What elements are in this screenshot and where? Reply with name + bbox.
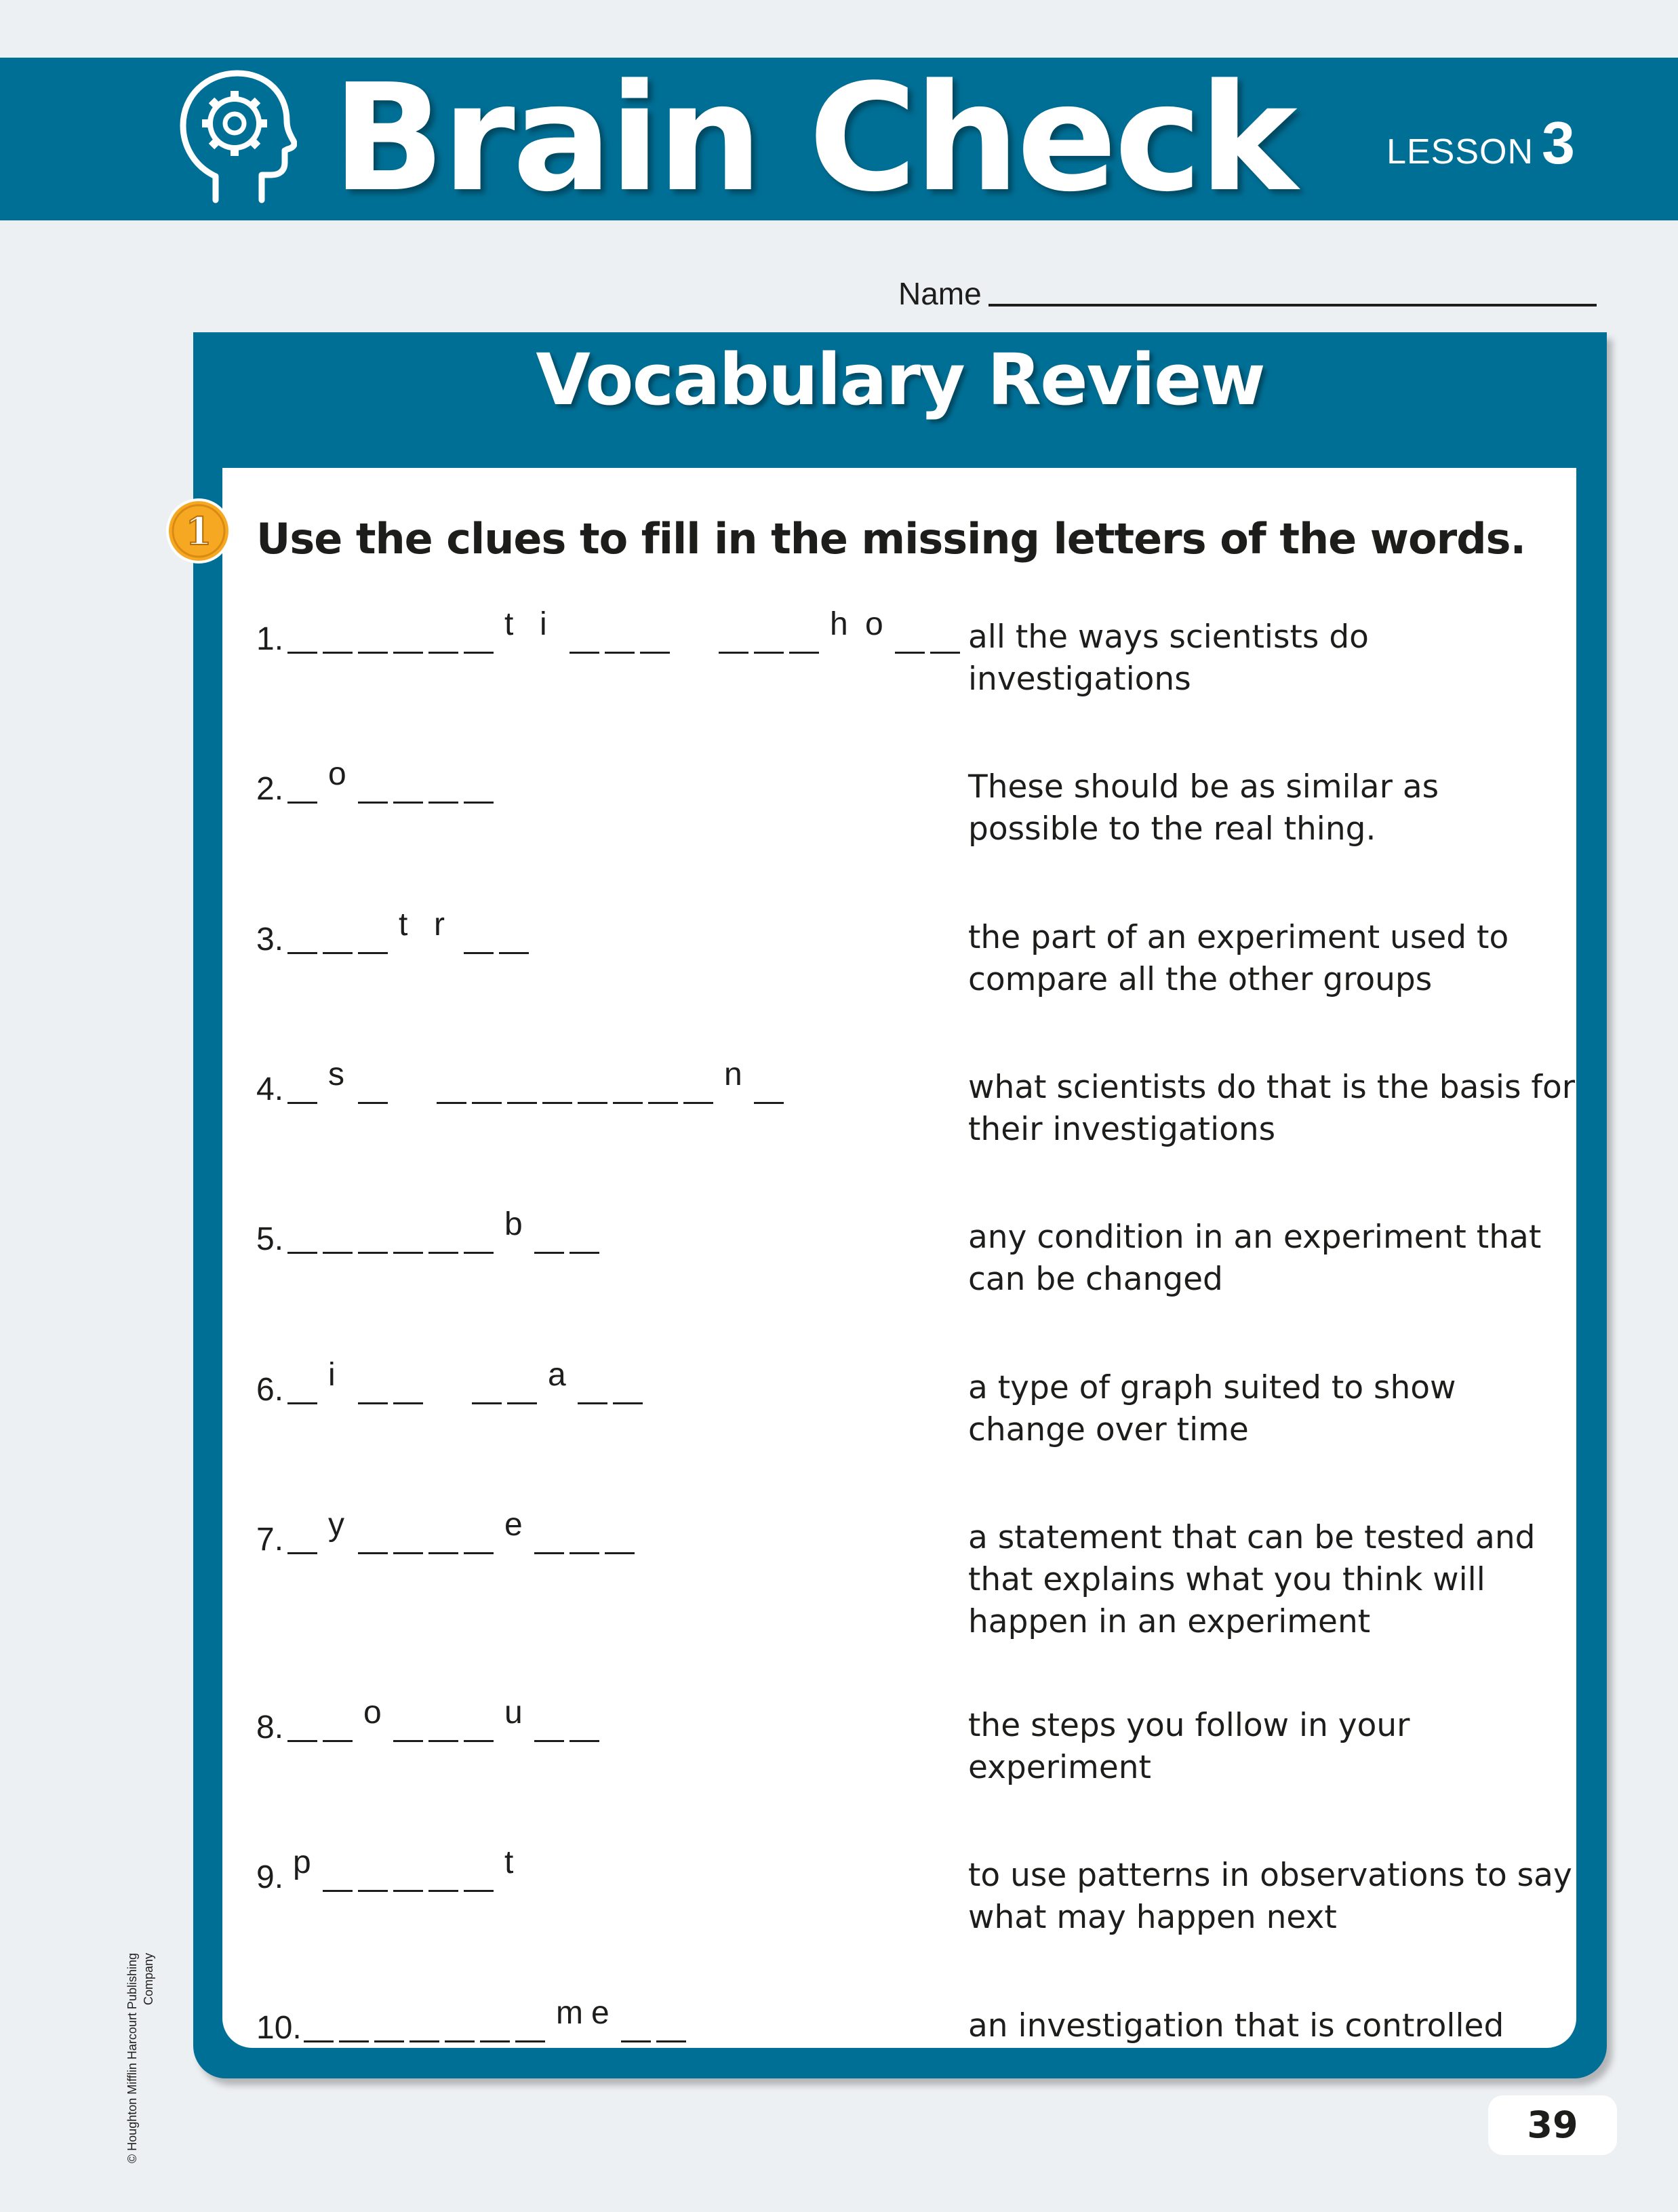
given-letter: n [724,1056,742,1092]
given-letter: h [830,606,848,642]
item-clue: what scientists do that is the basis for their investigations [968,1069,1576,1148]
lesson-text: LESSON [1386,132,1534,172]
letter-blank[interactable] [613,1102,643,1104]
vocabulary-item [0,1187,1678,1322]
letter-blank[interactable] [464,652,494,654]
section-title: Vocabulary Review [536,338,1264,421]
letter-blank[interactable] [895,652,925,654]
letter-blank[interactable] [534,1740,564,1742]
letter-blank[interactable] [358,1402,388,1404]
letter-blank[interactable] [613,1402,643,1404]
given-letter: t [504,1844,514,1880]
item-clue: a statement that can be tested and that explains what you think will happen in an experiment [968,1519,1536,1640]
letter-blank[interactable] [339,2040,369,2042]
letter-blank[interactable] [472,1402,502,1404]
letter-blank[interactable] [472,1102,502,1104]
vocabulary-item [0,1487,1678,1640]
letter-blank[interactable] [428,1252,458,1254]
item-number: 1. [256,621,284,657]
item-clue: any condition in an experiment that can be changed [968,1219,1542,1298]
item-number: 7. [256,1522,284,1558]
letter-blank[interactable] [428,1740,458,1742]
letter-blank[interactable] [358,652,388,654]
letter-blank[interactable] [428,652,458,654]
given-letter: y [328,1507,344,1543]
lesson-label [1386,108,1575,178]
letter-blank[interactable] [578,1402,607,1404]
item-clue: to use patterns in observations to say what may happen next [968,1857,1572,1936]
given-letter: i [540,606,547,642]
word-blank[interactable] [256,587,934,661]
letter-blank[interactable] [640,652,670,654]
letter-blank[interactable] [605,1552,635,1554]
letter-blank[interactable] [287,802,317,804]
letter-blank[interactable] [323,652,353,654]
item-number: 9. [256,1859,284,1895]
letter-blank[interactable] [507,1102,537,1104]
letter-blank[interactable] [534,1252,564,1254]
item-number: 2. [256,771,284,807]
letter-blank[interactable] [323,1740,353,1742]
name-line[interactable] [988,304,1597,307]
word-blank[interactable] [256,1187,934,1261]
given-letter: r [434,907,445,943]
item-clue: an investigation that is controlled [968,2007,1504,2045]
word-blank[interactable] [256,736,934,811]
letter-blank[interactable] [464,1740,494,1742]
name-label: Name [898,276,982,311]
given-letter: o [865,606,883,642]
step-number-badge [165,497,233,565]
letter-blank[interactable] [393,802,423,804]
word-blank[interactable] [256,1487,934,1562]
word-blank[interactable] [256,887,934,962]
letter-blank[interactable] [428,1552,458,1554]
letter-blank[interactable] [754,652,784,654]
letter-blank[interactable] [570,652,599,654]
letter-blank[interactable] [570,1252,599,1254]
vocabulary-item [0,1975,1678,2111]
letter-blank[interactable] [287,652,317,654]
vocabulary-item [0,1825,1678,1960]
letter-blank[interactable] [358,1102,388,1104]
letter-blank[interactable] [287,1252,317,1254]
letter-blank[interactable] [515,2040,545,2042]
given-letter: s [328,1056,344,1092]
item-number: 5. [256,1221,284,1257]
letter-blank[interactable] [287,952,317,954]
letter-blank[interactable] [534,1552,564,1554]
letter-blank[interactable] [437,1102,466,1104]
letter-blank[interactable] [464,802,494,804]
letter-blank[interactable] [358,802,388,804]
item-clue: all the ways scientists do investigations [968,618,1369,698]
word-blank[interactable] [256,1337,934,1412]
vocabulary-item [0,1337,1678,1473]
letter-blank[interactable] [542,1102,572,1104]
letter-blank[interactable] [754,1102,784,1104]
given-letter: e [504,1507,523,1543]
name-field[interactable] [898,271,1597,312]
vocabulary-item [0,587,1678,722]
letter-blank[interactable] [428,1890,458,1892]
page-number-box [1488,2095,1617,2155]
letter-blank[interactable] [605,652,635,654]
letter-blank[interactable] [464,1252,494,1254]
letter-blank[interactable] [648,1102,678,1104]
letter-blank[interactable] [358,1552,388,1554]
given-letter: o [328,756,346,792]
given-letter: p [293,1844,311,1880]
letter-blank[interactable] [464,1552,494,1554]
letter-blank[interactable] [683,1102,713,1104]
letter-blank[interactable] [464,952,494,954]
item-clue: These should be as similar as possible to the real thing. [968,768,1439,848]
letter-blank[interactable] [570,1740,599,1742]
item-number: 4. [256,1071,284,1107]
letter-blank[interactable] [393,1890,423,1892]
letter-blank[interactable] [393,1252,423,1254]
letter-blank[interactable] [323,1890,353,1892]
page-number: 39 [1527,2104,1578,2146]
item-clue: the steps you follow in your experiment [968,1707,1410,1786]
item-clue: a type of graph suited to show change over time [968,1369,1456,1448]
letter-blank[interactable] [570,1552,599,1554]
letter-blank[interactable] [393,1740,423,1742]
given-letter: u [504,1695,523,1731]
given-letter: a [548,1357,566,1393]
item-clue: the part of an experiment used to compare all the other groups [968,919,1509,998]
letter-blank[interactable] [393,1552,423,1554]
letter-blank[interactable] [358,952,388,954]
letter-blank[interactable] [358,1252,388,1254]
letter-blank[interactable] [719,652,748,654]
letter-blank[interactable] [393,652,423,654]
letter-blank[interactable] [409,2040,439,2042]
letter-blank[interactable] [287,1402,317,1404]
word-blank[interactable] [256,1975,934,2050]
page-title: Brain Check [332,53,1295,224]
letter-blank[interactable] [789,652,819,654]
word-blank[interactable] [256,1675,934,1750]
given-letter: e [591,1995,610,2031]
letter-blank[interactable] [499,952,529,954]
letter-blank[interactable] [930,652,960,654]
given-letter: t [504,606,514,642]
letter-blank[interactable] [507,1402,537,1404]
step-number: 1 [185,509,212,554]
letter-blank[interactable] [656,2040,686,2042]
head-gear-icon [175,68,297,207]
given-letter: b [504,1206,523,1242]
given-letter: i [328,1357,336,1393]
letter-blank[interactable] [304,2040,334,2042]
letter-blank[interactable] [323,952,353,954]
item-number: 6. [256,1372,284,1408]
letter-blank[interactable] [287,1552,317,1554]
vocabulary-item [0,887,1678,1023]
letter-blank[interactable] [445,2040,475,2042]
letter-blank[interactable] [374,2040,404,2042]
item-number: 8. [256,1710,284,1745]
word-blank[interactable] [256,1825,934,1899]
letter-blank[interactable] [621,2040,651,2042]
given-letter: t [399,907,408,943]
word-blank[interactable] [256,1037,934,1111]
item-number: 3. [256,922,284,957]
vocabulary-item [0,1037,1678,1172]
letter-blank[interactable] [287,1740,317,1742]
given-letter: m [556,1995,583,2031]
vocabulary-item [0,1675,1678,1811]
letter-blank[interactable] [358,1890,388,1892]
letter-blank[interactable] [428,802,458,804]
letter-blank[interactable] [393,1402,423,1404]
letter-blank[interactable] [464,1890,494,1892]
vocabulary-item [0,736,1678,872]
item-number: 10. [256,2010,302,2046]
letter-blank[interactable] [578,1102,607,1104]
letter-blank[interactable] [323,1252,353,1254]
lesson-number: 3 [1542,109,1575,176]
letter-blank[interactable] [287,1102,317,1104]
letter-blank[interactable] [480,2040,510,2042]
instruction-text: Use the clues to fill in the missing letters of the words. [256,514,1526,564]
given-letter: o [363,1695,382,1731]
copyright-text: © Houghton Mifflin Harcourt Publishing Company [125,1953,155,2164]
